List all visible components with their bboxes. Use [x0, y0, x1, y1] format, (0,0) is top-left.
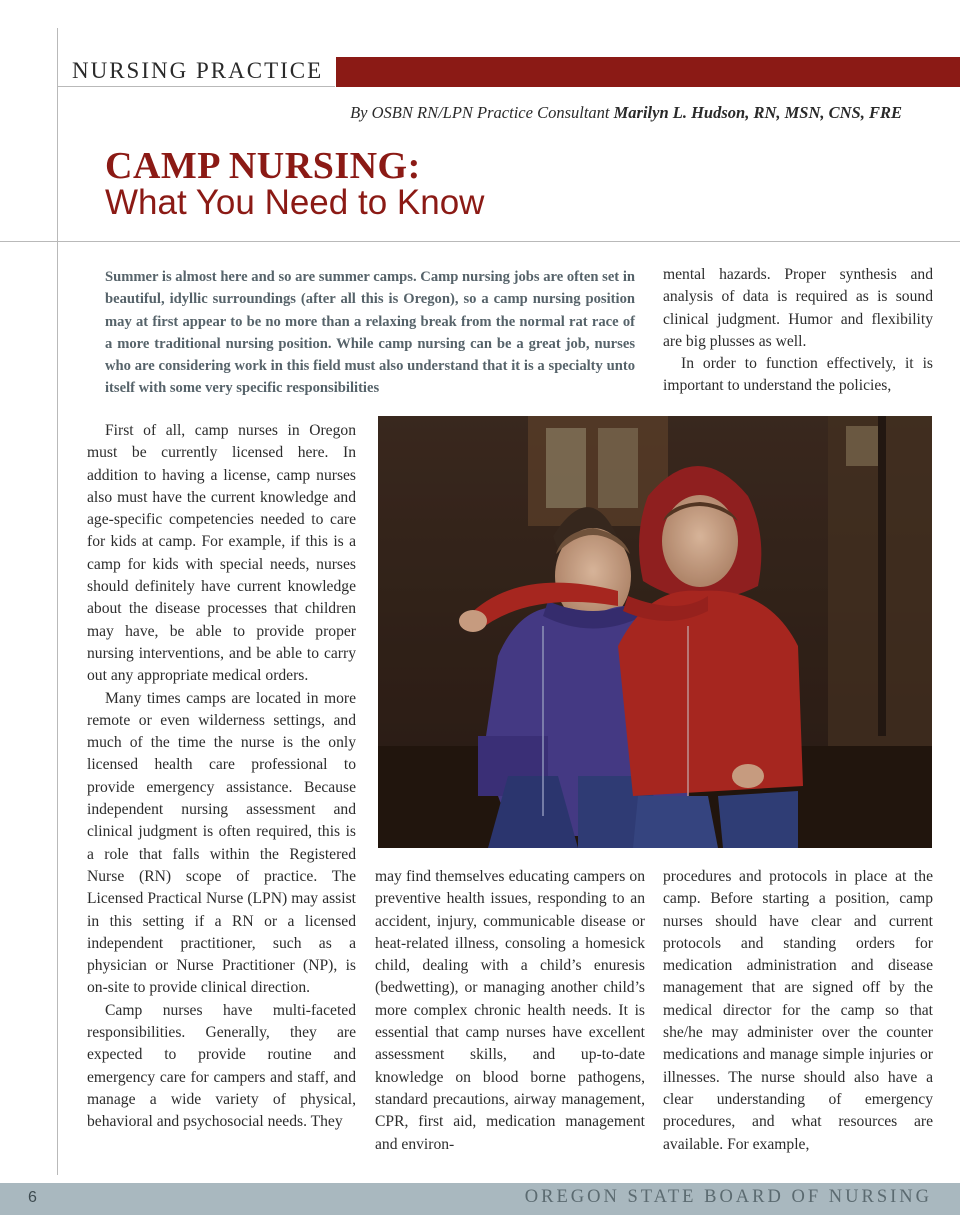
section-label-underline: [58, 86, 335, 87]
body-paragraph: First of all, camp nurses in Oregon must be currently licensed here. In addition to having a license, camp nurses also must have the current knowledge and age-specific competencies needed to care for kids at camp. For example, if this is a camp for kids with special needs, nurses should definitely have current knowledge about the disease processes that children may have, be able to provide proper nursing interventions, and be able to carry out any appropriate medical orders.: [87, 422, 356, 685]
page-number: 6: [28, 1189, 37, 1206]
photo-two-boys-in-hoodies: [378, 416, 932, 848]
body-paragraph: Many times camps are located in more remote or even wilderness settings, and much of the time the nurse is the only licensed health care professional to provide emergency assistance. Because independent nursing assessment and clinical judgment is often required, this is a role that falls within the Registered Nurse (RN) scope of practice. The Licensed Practical Nurse (LPN) may assist in this setting if a RN or a licensed independent practitioner, such as a physician or Nurse Practitioner (NP), is on-site to provide clinical direction.: [87, 689, 356, 997]
body-paragraph: may find themselves educating campers on preventive health issues, responding to an accident, injury, communicable disease or heat-related illness, consoling a homesick child, dealing with a child’s enuresis (bedwetting), or managing another child’s more complex chronic health needs. It is essential that camp nurses have excellent assessment skills, and up-to-date knowledge on blood borne pathogens, standard precautions, airway management, CPR, first aid, medication management and environ-: [375, 868, 645, 1153]
byline-author: Marilyn L. Hudson, RN, MSN, CNS, FRE: [613, 103, 902, 122]
column-middle: [375, 866, 645, 1156]
header-accent-bar: [336, 57, 960, 87]
section-label: NURSING PRACTICE: [72, 58, 324, 83]
byline: [182, 103, 902, 123]
article-title: CAMP NURSING:: [105, 145, 421, 187]
publication-name: OREGON STATE BOARD OF NURSING: [524, 1187, 932, 1207]
column-right-top: [663, 264, 933, 398]
intro-paragraph: Summer is almost here and so are summer camps. Camp nursing jobs are often set in beautiful, idyllic surroundings (after all this is Oregon), so a camp nursing position may at first appear to be no more than a relaxing break from the normal rat race of a more traditional nursing position. While camp nursing can be a great job, nurses who are considering work in this field must also understand that it is a specialty unto itself with some very specific responsibilities: [105, 269, 635, 397]
body-paragraph: In order to function effectively, it is important to understand the policies,: [663, 355, 933, 395]
left-margin-rule: [57, 28, 58, 1175]
column-left: [87, 420, 356, 1134]
body-paragraph: Camp nurses have multi-faceted responsibilities. Generally, they are expected to provide routine and emergency care for campers and staff, and manage a wide variety of physical, behavioral and psychosocial needs. They: [87, 1001, 356, 1131]
byline-prefix: By OSBN RN/LPN Practice Consultant: [350, 103, 614, 122]
column-right-bottom: [663, 866, 933, 1156]
body-paragraph: procedures and protocols in place at the camp. Before starting a position, camp nurses should have clear and current protocols and standing orders for medication administration and disease management that are signed off by the medical director for the camp so that she/he may administer over the counter medications and manage simple injuries or illnesses. The nurse should also have a clear understanding of emergency procedures, and what resources are available. For example,: [663, 868, 933, 1153]
title-divider: [0, 241, 960, 242]
article-subtitle: What You Need to Know: [105, 183, 485, 222]
body-paragraph: mental hazards. Proper synthesis and analysis of data is required as is sound clinical judgment. Humor and flexibility are big plusses as well.: [663, 266, 933, 350]
